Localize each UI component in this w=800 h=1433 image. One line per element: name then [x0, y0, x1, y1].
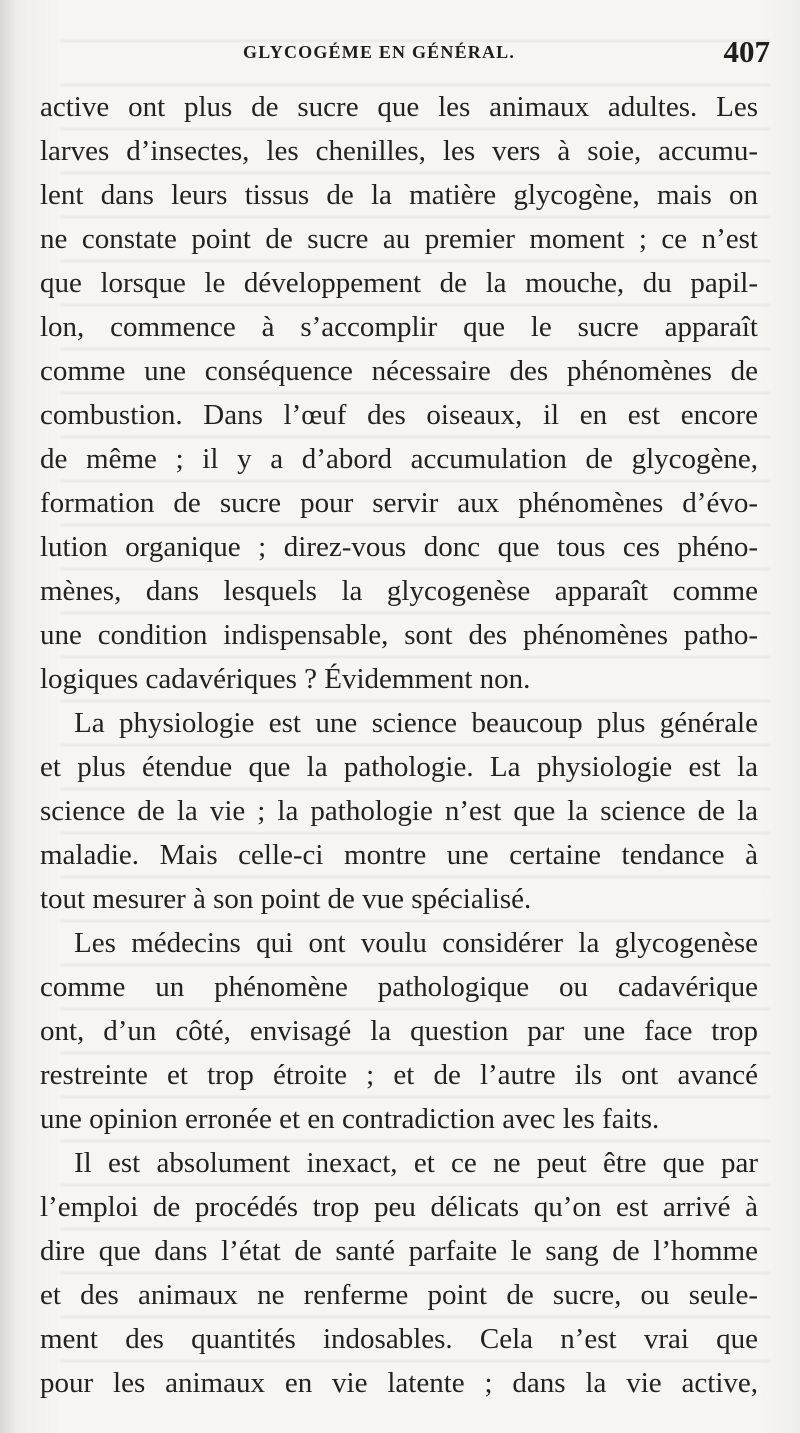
text-line: larves d’insectes, les chenilles, les vers à soie, accumu-	[40, 135, 758, 167]
text-line: et des animaux ne renferme point de sucre, ou seule-	[40, 1279, 758, 1311]
text-line: comme un phénomène pathologique ou cadavérique	[40, 971, 758, 1003]
text-line: Il est absolument inexact, et ce ne peut être que par	[74, 1147, 758, 1179]
text-line: comme une conséquence nécessaire des phénomènes de	[40, 355, 758, 387]
running-title: GLYCOGÉME EN GÉNÉRAL.	[243, 42, 516, 62]
text-line: maladie. Mais celle-ci montre une certaine tendance à	[40, 839, 758, 871]
text-line: tout mesurer à son point de vue spécialisé.	[40, 883, 532, 915]
text-line: dire que dans l’état de santé parfaite le sang de l’homme	[40, 1235, 758, 1267]
text-line: ment des quantités indosables. Cela n’est vrai que	[40, 1323, 758, 1355]
text-line: que lorsque le développement de la mouche, du papil-	[40, 267, 758, 299]
text-line: logiques cadavériques ? Évidemment non.	[40, 663, 531, 695]
page-number: 407	[723, 34, 770, 69]
text-line: La physiologie est une science beaucoup plus générale	[74, 707, 758, 739]
text-line: et plus étendue que la pathologie. La physiologie est la	[40, 751, 758, 783]
text-line: mènes, dans lesquels la glycogenèse apparaît comme	[40, 575, 758, 607]
text-line: science de la vie ; la pathologie n’est que la science de la	[40, 795, 758, 827]
text-line: lution organique ; direz-vous donc que tous ces phéno-	[40, 531, 758, 563]
text-line: pour les animaux en vie latente ; dans la vie active,	[40, 1367, 758, 1399]
text-line: restreinte et trop étroite ; et de l’autre ils ont avancé	[40, 1059, 758, 1091]
text-line: combustion. Dans l’œuf des oiseaux, il en est encore	[40, 399, 758, 431]
text-line: ont, d’un côté, envisagé la question par une face trop	[40, 1015, 758, 1047]
body-text	[40, 85, 758, 1405]
text-line: formation de sucre pour servir aux phénomènes d’évo-	[40, 487, 758, 519]
text-line: une condition indispensable, sont des phénomènes patho-	[40, 619, 758, 651]
text-line: une opinion erronée et en contradiction avec les faits.	[40, 1103, 660, 1135]
text-line: ne constate point de sucre au premier moment ; ce n’est	[40, 223, 758, 255]
running-head	[40, 30, 770, 76]
text-line: lon, commence à s’accomplir que le sucre apparaît	[40, 311, 758, 343]
text-line: l’emploi de procédés trop peu délicats qu’on est arrivé à	[40, 1191, 758, 1223]
text-line: Les médecins qui ont voulu considérer la glycogenèse	[74, 927, 758, 959]
text-line: active ont plus de sucre que les animaux adultes. Les	[40, 91, 758, 123]
text-line: lent dans leurs tissus de la matière glycogène, mais on	[40, 179, 758, 211]
text-line: de même ; il y a d’abord accumulation de glycogène,	[40, 443, 758, 475]
